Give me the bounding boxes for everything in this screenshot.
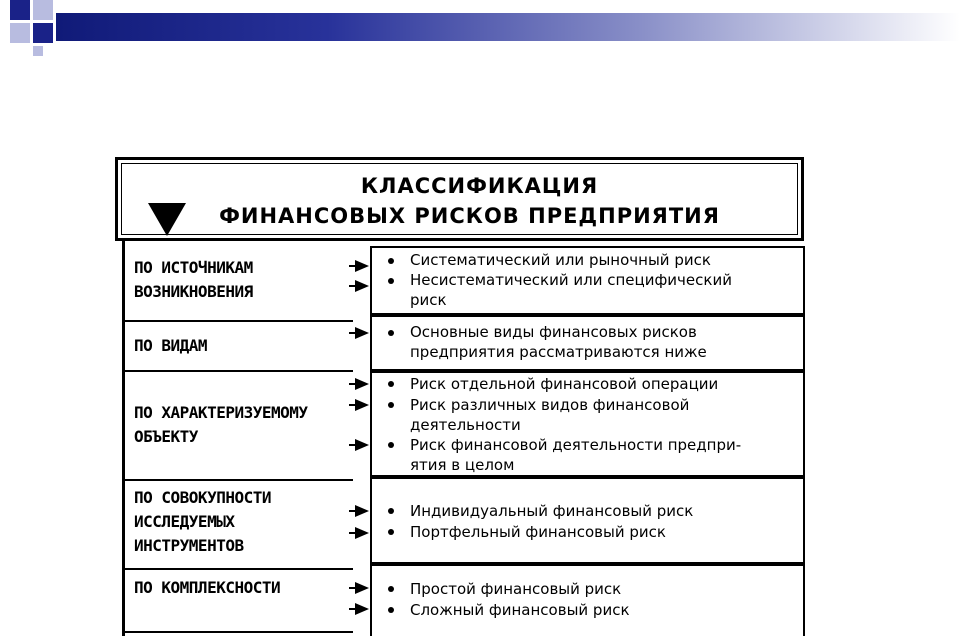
decorative-square (33, 46, 43, 56)
bullet-icon (388, 258, 394, 264)
diagram-spine-line (122, 241, 125, 636)
arrow-right-icon (355, 505, 369, 517)
arrow-right-icon (355, 439, 369, 451)
bullet-icon (388, 278, 394, 284)
bullet-icon (388, 330, 394, 336)
bullet-icon (388, 442, 394, 448)
category-separator (125, 320, 353, 322)
arrow-right-icon (355, 327, 369, 339)
category-item: Риск финансовой деятельности предпри- ятия в целом (410, 436, 742, 474)
arrow-right-icon (355, 260, 369, 272)
category-item: Индивидуальный финансовый риск (410, 502, 694, 520)
category-separator (125, 568, 353, 570)
category-item: Основные виды финансовых рисков предприятия рассматриваются ниже (410, 323, 707, 361)
category-item: Портфельный финансовый риск (410, 523, 666, 541)
category-separator (125, 479, 353, 481)
bullet-icon (388, 607, 394, 613)
decorative-square (33, 23, 53, 43)
decorative-square (10, 23, 30, 43)
arrow-right-icon (355, 527, 369, 539)
bullet-icon (388, 381, 394, 387)
diagram-title-line1: КЛАССИФИКАЦИЯ (360, 174, 599, 198)
bullet-icon (388, 529, 394, 535)
diagram-title-line2: ФИНАНСОВЫХ РИСКОВ ПРЕДПРИЯТИЯ (219, 204, 720, 228)
category-item: Риск отдельной финансовой операции (410, 375, 719, 393)
arrow-right-icon (355, 582, 369, 594)
down-triangle-icon (148, 203, 186, 236)
category-separator (125, 370, 353, 372)
arrow-right-icon (355, 603, 369, 615)
category-label-object: ПО ХАРАКТЕРИЗУЕМОМУ ОБЪЕКТУ (134, 403, 308, 446)
category-separator (125, 631, 353, 633)
category-item: Несистематический или специфический риск (410, 271, 732, 309)
category-label-complexity: ПО КОМПЛЕКСНОСТИ (134, 578, 281, 597)
arrow-right-icon (355, 399, 369, 411)
category-label-instruments: ПО СОВОКУПНОСТИ ИССЛЕДУЕМЫХ ИНСТРУМЕНТОВ (134, 488, 271, 555)
bullet-icon (388, 508, 394, 514)
category-item: Сложный финансовый риск (410, 601, 630, 619)
arrow-right-icon (355, 280, 369, 292)
decorative-square (10, 0, 30, 20)
category-label-types: ПО ВИДАМ (134, 336, 208, 355)
decorative-square (33, 0, 53, 20)
bullet-icon (388, 586, 394, 592)
slide-header-bar (0, 0, 960, 56)
arrow-right-icon (355, 378, 369, 390)
bullet-icon (388, 402, 394, 408)
category-item: Систематический или рыночный риск (410, 251, 711, 269)
category-label-sources: ПО ИСТОЧНИКАМ ВОЗНИКНОВЕНИЯ (134, 258, 253, 301)
category-item: Простой финансовый риск (410, 580, 622, 598)
diagram-title-box (115, 157, 804, 241)
category-item: Риск различных видов финансовой деятельности (410, 396, 690, 434)
header-gradient-bar (56, 13, 960, 41)
